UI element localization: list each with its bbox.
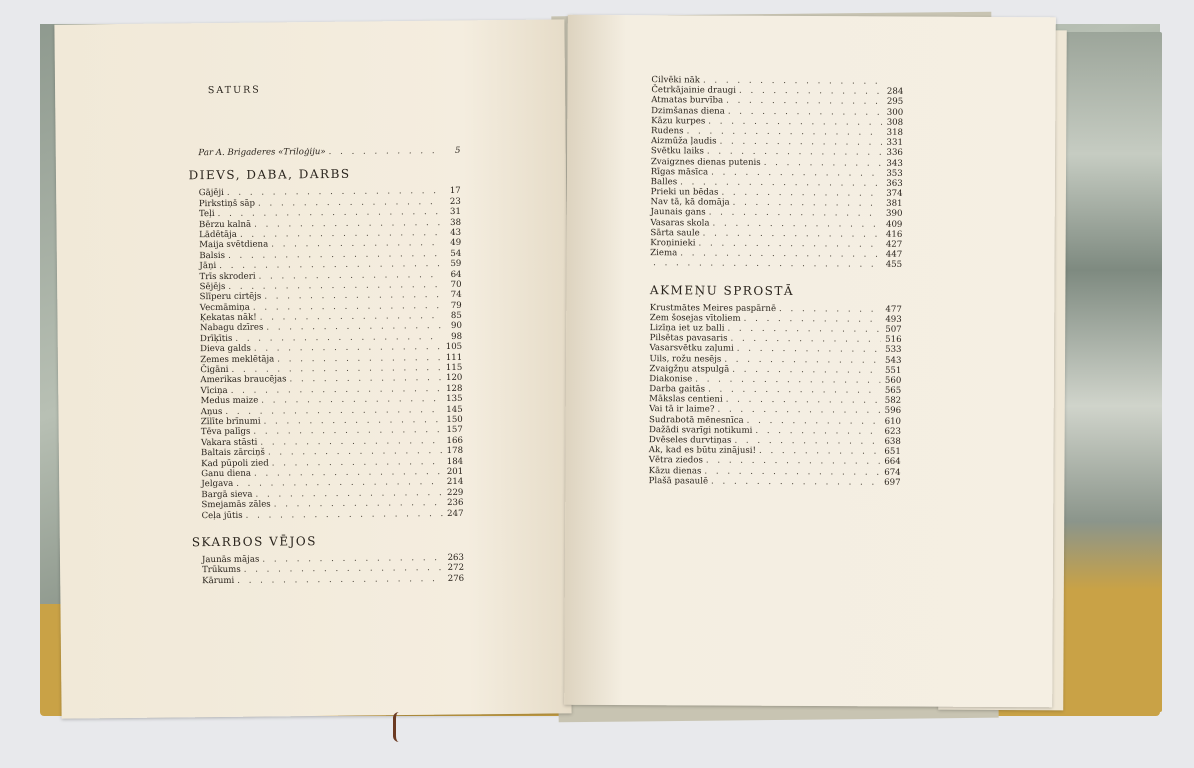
entry-label: Mākslas centieni	[649, 394, 723, 405]
entry-page: 455	[885, 260, 903, 271]
entry-page: 318	[886, 127, 904, 138]
entry-label: Trīs skroderi	[199, 271, 256, 282]
entry-page: 308	[886, 117, 904, 128]
entry-page: 166	[446, 435, 463, 446]
entry-page: 115	[445, 362, 463, 374]
entry-label: Ziema	[650, 248, 678, 259]
entry-page: 409	[885, 219, 903, 230]
entry-page: 295	[886, 97, 904, 108]
entry-label: Vasarsvētku zaļumi	[649, 343, 734, 355]
entry-label: Balsis	[199, 250, 226, 261]
entry-label: Smejamās zāles	[201, 499, 271, 511]
entry-label: Kad pūpoli zied	[201, 458, 269, 469]
entry-label: Kroņinieki	[650, 238, 696, 249]
entry-label: Pilsētas pavasaris	[649, 333, 728, 344]
entry-page: 674	[884, 467, 901, 478]
entry-page: 343	[886, 158, 903, 169]
entry-label: Bargā sieva	[201, 489, 253, 500]
entry-page: 390	[886, 209, 903, 220]
entry-label: Jāņi	[199, 261, 217, 272]
entry-label: Nav tā, kā domāja	[650, 197, 730, 208]
entry-page: 90	[450, 321, 462, 332]
section-heading: DIEVS, DABA, DARBS	[188, 167, 351, 183]
entry-page: 178	[446, 446, 464, 457]
entry-label: Nabagu dzīres	[199, 323, 264, 334]
entry-page: 157	[446, 425, 463, 436]
entry-label: Ceļa jūtis	[201, 510, 243, 521]
entry-page: 120	[445, 373, 463, 384]
entry-label: Kāzu kurpes	[651, 115, 706, 127]
entry-page: 543	[885, 355, 902, 366]
entry-label: Vīciņa	[200, 385, 228, 396]
entry-label: Baltais zārciņš	[200, 447, 265, 459]
leader-dots	[237, 574, 443, 586]
entry-page: 596	[884, 406, 902, 417]
leader-dots	[329, 146, 440, 157]
entry-label: Slīperu cirtējs	[199, 291, 262, 303]
intro-entry	[198, 146, 460, 159]
entry-page: 145	[446, 404, 463, 415]
entry-label: Balles	[650, 176, 678, 188]
bookmark-ribbon	[393, 712, 410, 742]
entry-page: 336	[886, 148, 903, 159]
entry-label: Ak, kad es būtu zinājusi!	[648, 445, 757, 457]
entry-page: 300	[886, 107, 904, 118]
entry-page: 49	[450, 238, 462, 249]
entry-page: 664	[884, 457, 901, 468]
entry-label: Sējējs	[199, 281, 226, 293]
entry-page: 447	[885, 249, 903, 261]
entry-label: Lizīņa iet uz balli	[649, 323, 725, 334]
entry-page: 184	[446, 456, 464, 467]
entry-page: 560	[884, 375, 902, 386]
right-section-entries	[649, 303, 902, 488]
entry-label: Dažādi svarīgi notikumi	[648, 424, 753, 436]
entry-label: Prieki un bēdas	[650, 187, 719, 198]
toc-entry	[650, 258, 902, 270]
entry-label: Cilvēki nāk	[651, 75, 701, 86]
entry-label: Aņus	[200, 406, 223, 417]
entry-page: 54	[450, 248, 462, 259]
entry-label: Četrkājainie draugi	[651, 85, 737, 96]
entry-page: 276	[447, 573, 465, 584]
entry-page: 493	[885, 314, 902, 325]
entry-page: 416	[885, 229, 903, 240]
entry-label: Drīķītis	[199, 333, 233, 345]
entry-label: Zemes meklētāja	[200, 354, 275, 365]
entry-label: Čigāni	[200, 364, 229, 376]
entry-page: 638	[884, 436, 901, 447]
entry-label: Atmatas burvība	[651, 95, 724, 107]
entry-label: Par A. Brigaderes «Triloģiju»	[198, 147, 326, 159]
section-heading: SKARBOS VĒJOS	[191, 534, 317, 550]
entry-label: Vētra ziedos	[648, 455, 703, 466]
entry-page: 79	[450, 300, 462, 311]
entry-label: Krustmātes Meires paspārnē	[649, 302, 777, 314]
entry-page: 427	[885, 239, 903, 250]
entry-page: 697	[884, 477, 901, 488]
entry-label: Kāzu dienas	[648, 465, 702, 477]
entry-label: Bērzu kalnā	[198, 219, 252, 230]
left-sections	[188, 166, 465, 586]
entry-label: Zvaigznes dienas putenis	[650, 156, 761, 168]
entry-page: 111	[445, 352, 463, 363]
entry-page: 516	[885, 334, 902, 346]
entry-page: 582	[884, 396, 902, 407]
entry-label: Zvaigžņu atspulgā	[649, 363, 730, 375]
entry-page: 374	[886, 188, 903, 199]
entry-page: 85	[450, 310, 462, 322]
entry-label: Uils, rožu nesējs	[649, 353, 722, 365]
entry-label: Tēva palīgs	[200, 427, 251, 438]
entry-page: 128	[446, 383, 463, 394]
entry-label: Maija svētdiena	[199, 239, 269, 251]
toc-entry	[202, 508, 464, 521]
entry-page: 105	[445, 342, 463, 353]
entry-page: 59	[450, 258, 462, 270]
entry-label: Rudens	[651, 126, 684, 137]
entry-label: Medus maize	[200, 395, 259, 407]
entry-label: Pirkstiņš sāp	[198, 198, 256, 209]
entry-page: 363	[886, 178, 903, 189]
entry-label: Plašā pasaulē	[648, 475, 709, 487]
entry-page: 229	[446, 487, 464, 498]
leader-dots	[734, 436, 879, 447]
entry-page: 381	[886, 199, 903, 210]
entry-page: 263	[447, 552, 464, 563]
entry-page: 201	[446, 466, 464, 477]
contents-title: SATURS	[207, 84, 261, 97]
entry-label: Jaunās mājas	[201, 554, 260, 566]
entry-page: 477	[885, 304, 902, 315]
entry-label: Lādētāja	[199, 229, 237, 241]
table-of-contents-right	[649, 75, 904, 488]
entry-page: 70	[450, 279, 462, 290]
entry-label: Dzimšanas diena	[651, 105, 725, 117]
entry-label: Sudrabotā mēnesnīca	[648, 414, 744, 426]
entry-page: 533	[885, 345, 902, 356]
entry-page: 214	[446, 477, 464, 488]
entry-page: 565	[884, 385, 902, 396]
entry-page: 284	[886, 86, 904, 98]
entry-label: Jelgava	[201, 479, 234, 490]
leader-dots	[711, 476, 880, 487]
entry-label: Darba gaitās	[649, 384, 706, 395]
entry-page: 272	[447, 563, 465, 574]
entry-label: Jaunais gans	[650, 207, 706, 218]
entry-page: 98	[451, 331, 463, 342]
entry-page: 551	[884, 365, 902, 376]
entry-label: Gājēji	[198, 188, 224, 199]
entry-page: 623	[884, 426, 901, 437]
entry-label: Sārta saule	[650, 227, 700, 239]
entry-page: 23	[449, 196, 461, 207]
entry-label: Aizmūža ļaudis	[650, 136, 717, 147]
entry-page: 74	[450, 290, 462, 301]
entry-page: 247	[447, 508, 464, 519]
entry-label: Diakonise	[649, 373, 693, 385]
entry-label: Vai tā ir laime?	[649, 404, 715, 416]
entry-label: Dieva galds	[200, 343, 251, 355]
entry-label: Kārumi	[202, 575, 235, 586]
entry-label: Vecmāmiņa	[199, 302, 250, 313]
table-of-contents-left	[188, 83, 465, 586]
entry-label: Vasaras skola	[650, 217, 710, 229]
entry-page: 507	[885, 324, 902, 335]
entry-page: 5	[454, 145, 461, 156]
entry-page: 43	[450, 227, 462, 238]
entry-label: Zem šosejas vītoliem	[649, 312, 741, 324]
entry-label: Trūkums	[202, 565, 241, 576]
toc-entry	[649, 476, 901, 488]
entry-label: Dvēseles durvtiņas	[648, 435, 732, 446]
entry-page: 651	[884, 446, 901, 458]
section-heading: AKMEŅU SPROSTĀ	[649, 282, 795, 298]
entry-label: Ganu diena	[201, 468, 252, 480]
entry-label: Amerikas braucējas	[200, 374, 287, 386]
entry-page: 64	[450, 269, 462, 280]
entry-page: 353	[886, 168, 903, 179]
right-entries	[650, 75, 903, 270]
entry-label: Ķekatas nāk!	[199, 312, 257, 324]
leader-dots	[653, 259, 881, 271]
entry-page: 31	[449, 207, 461, 218]
entry-label: Svētku laiks	[650, 146, 704, 157]
entry-page: 17	[449, 186, 461, 197]
leader-dots	[779, 304, 881, 315]
entry-page: 331	[886, 137, 904, 149]
entry-label: Teļi	[198, 209, 215, 220]
entry-page: 150	[446, 414, 463, 425]
entry-page: 38	[450, 217, 462, 228]
entry-label: Zīlīte brīnumi	[200, 416, 261, 428]
entry-label: Rīgas māsīca	[650, 166, 709, 178]
entry-label: Vakara stāsti	[200, 437, 258, 448]
entry-page: 610	[884, 416, 902, 427]
entry-page: 236	[447, 497, 464, 509]
entry-page: 135	[446, 394, 463, 405]
leader-dots	[246, 509, 443, 521]
